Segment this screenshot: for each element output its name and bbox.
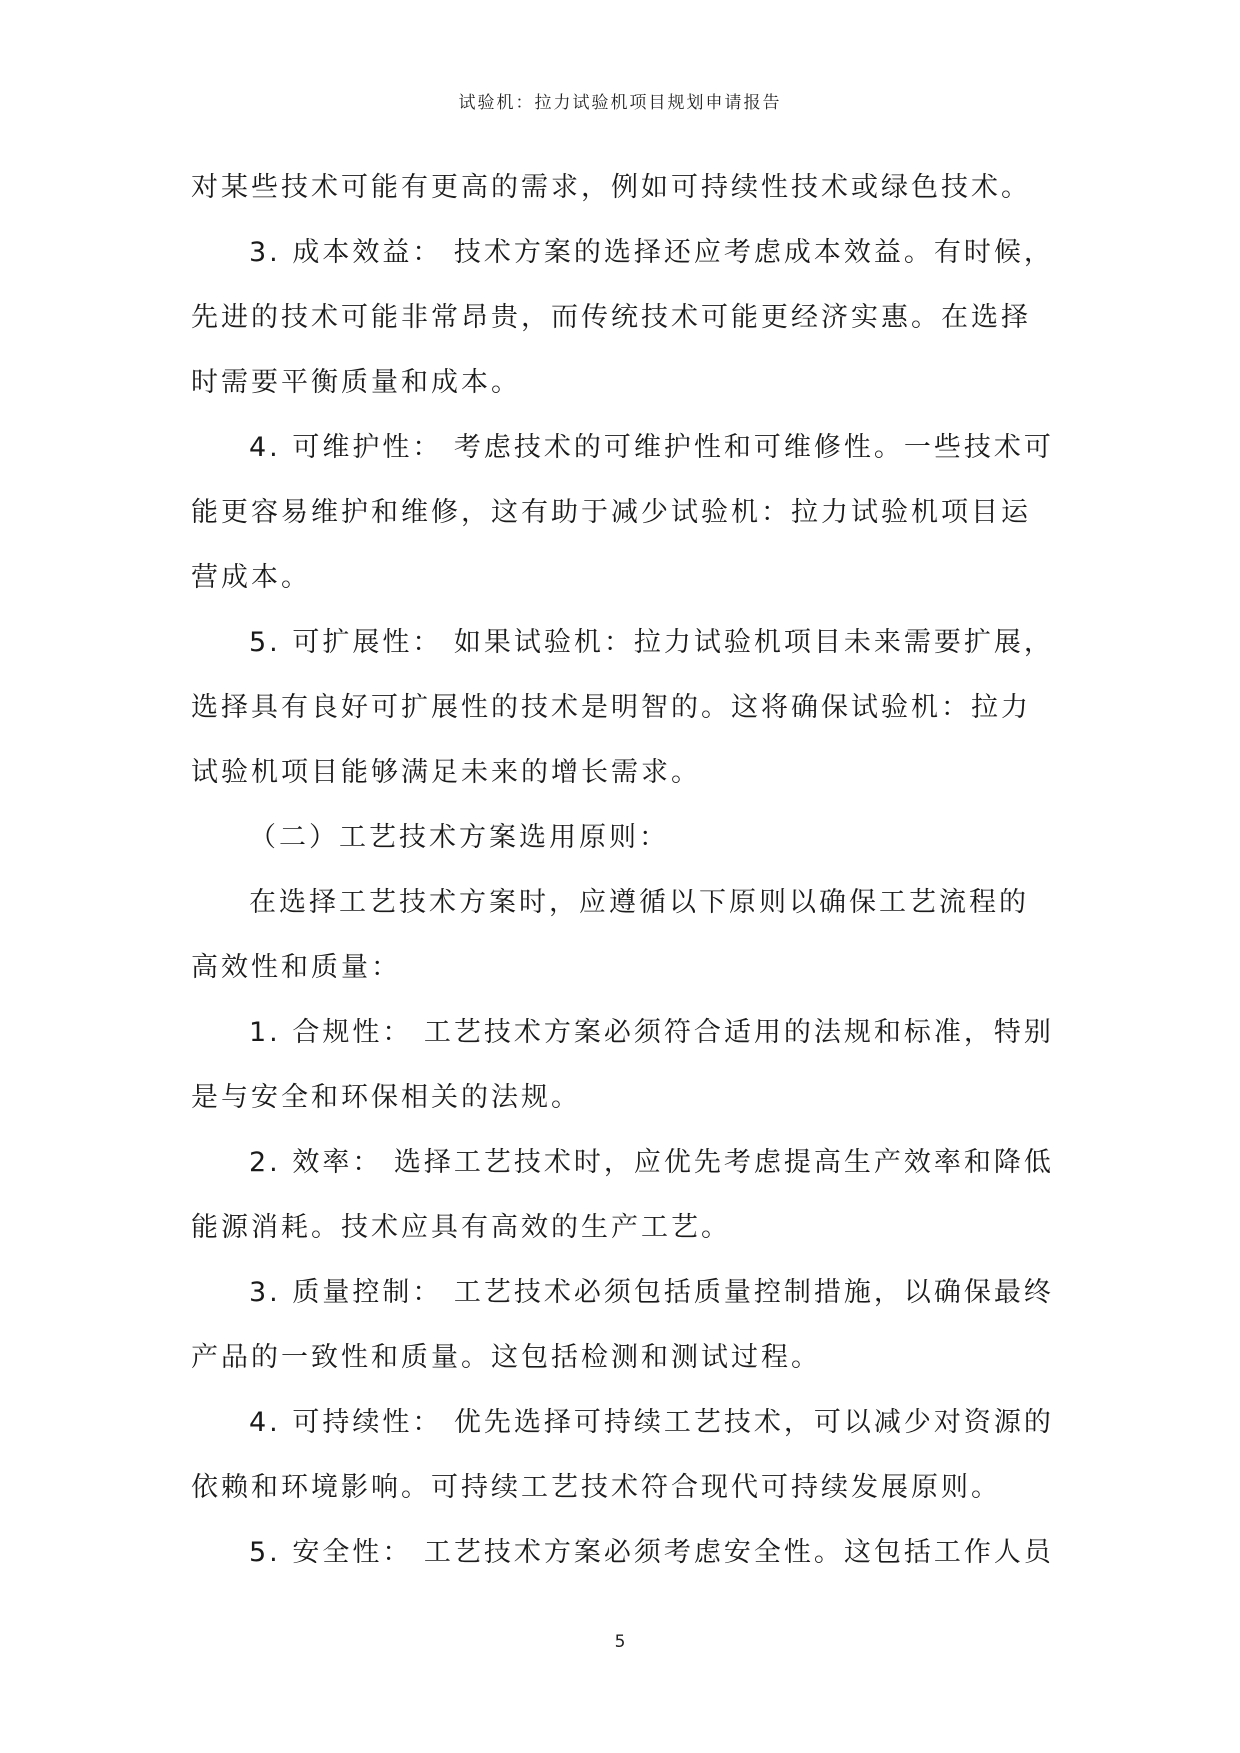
paragraph: 5. 可扩展性： 如果试验机：拉力试验机项目未来需要扩展，选择具有良好可扩展性的技术是明智的。这将确保试验机：拉力试验机项目能够满足未来的增长需求。 xyxy=(191,627,1054,788)
paragraph: 对某些技术可能有更高的需求，例如可持续性技术或绿色技术。 xyxy=(191,172,1031,203)
paragraph: 5. 安全性： 工艺技术方案必须考虑安全性。这包括工作人员 xyxy=(249,1537,1054,1568)
page-header: 试验机：拉力试验机项目规划申请报告 xyxy=(458,93,782,113)
paragraph: 1. 合规性： 工艺技术方案必须符合适用的法规和标准，特别是与安全和环保相关的法规。 xyxy=(191,1017,1054,1113)
paragraph: 3. 成本效益： 技术方案的选择还应考虑成本效益。有时候，先进的技术可能非常昂贵，而传统技术可能更经济实惠。在选择时需要平衡质量和成本。 xyxy=(191,237,1054,398)
paragraph: 2. 效率： 选择工艺技术时，应优先考虑提高生产效率和降低能源消耗。技术应具有高效的生产工艺。 xyxy=(191,1147,1054,1243)
paragraph: 3. 质量控制： 工艺技术必须包括质量控制措施，以确保最终产品的一致性和质量。这包括检测和测试过程。 xyxy=(191,1277,1054,1373)
document-body xyxy=(191,155,1057,1585)
paragraph: 4. 可持续性： 优先选择可持续工艺技术，可以减少对资源的依赖和环境影响。可持续工艺技术符合现代可持续发展原则。 xyxy=(191,1407,1054,1503)
paragraph: 4. 可维护性： 考虑技术的可维护性和可维修性。一些技术可能更容易维护和维修，这有助于减少试验机：拉力试验机项目运营成本。 xyxy=(191,432,1054,593)
page-number: 5 xyxy=(614,1632,626,1652)
section-heading: （二）工艺技术方案选用原则： xyxy=(249,822,669,853)
paragraph: 在选择工艺技术方案时，应遵循以下原则以确保工艺流程的高效性和质量： xyxy=(191,887,1029,983)
